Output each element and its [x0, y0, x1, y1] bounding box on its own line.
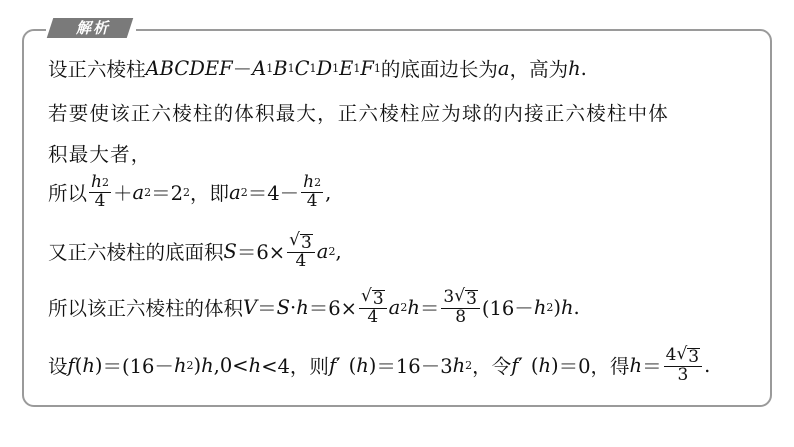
- fraction-sqrt3-over-4: √ 3 4: [287, 232, 315, 271]
- analysis-header-tag: [46, 17, 136, 39]
- solution-line-6: 所以该正六棱柱的体积 V ＝ S · h ＝6× √ 3 4 a 2 h ＝ 3 √ 3 8 (16－ h 2 ) h .: [48, 286, 580, 327]
- fraction-h2-over-4: h 2 4: [91, 172, 109, 211]
- solution-line-7: 设 f ( h ) ＝(16－ h 2 ) h ,0< h <4，则 f ′ ( h ) ＝16－3 h 2 ，令 f ′ ( h ) ＝0，得 h ＝ 4 √ 3 3 .: [48, 344, 711, 385]
- solution-line-4: 所以 h 2 4 ＋ a 2 ＝2 2 ，即 a 2 ＝4－ h 2 4 ,: [48, 172, 332, 211]
- solution-line-5: 又正六棱柱的底面积 S ＝6× √ 3 4 a 2 ,: [48, 230, 342, 271]
- analysis-header-label: 解析: [75, 19, 110, 37]
- fraction-4sqrt3-over-3: 4 √ 3 3: [664, 346, 703, 385]
- solution-line-1: 设正六棱柱 ABCDEF － A 1 B 1 C 1 D 1 E 1 F 1 的底面边长为 a ，高为 h .: [48, 56, 587, 81]
- fraction-h2-over-4-b: h 2 4: [303, 172, 322, 211]
- fraction-3sqrt3-over-8: 3 √ 3 8: [441, 288, 480, 327]
- solution-line-3: 积最大者，: [48, 143, 152, 166]
- fraction-sqrt3-over-4-b: √ 3 4: [359, 288, 387, 327]
- solution-line-2: 若要使该正六棱柱的体积最大，正六棱柱应为球的内接正六棱柱中体: [48, 102, 670, 125]
